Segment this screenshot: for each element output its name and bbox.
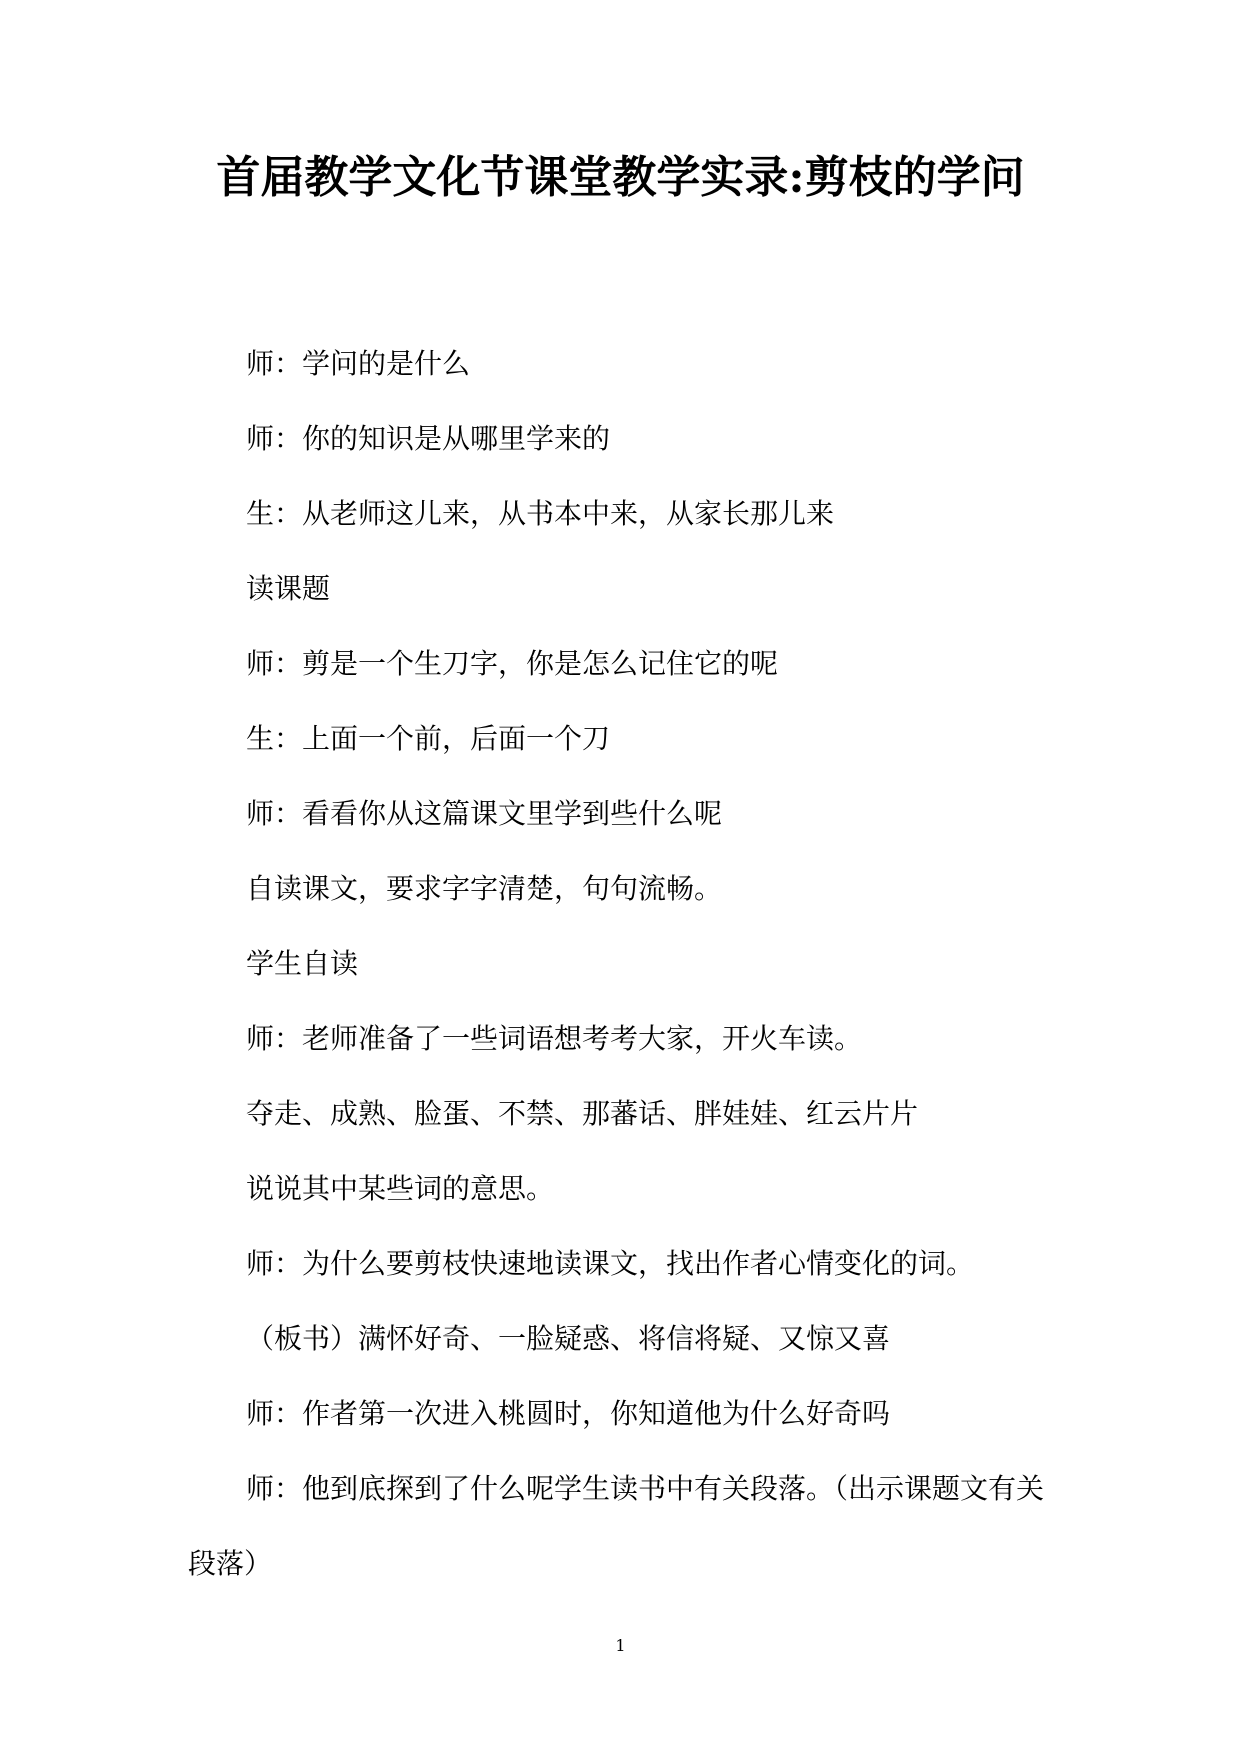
document-body xyxy=(188,326,1068,1601)
paragraph: 师：他到底探到了什么呢学生读书中有关段落。（出示课题文有关段落） xyxy=(188,1472,1045,1580)
paragraph: 师：为什么要剪枝快速地读课文，找出作者心情变化的词。 xyxy=(246,1247,975,1280)
paragraph: 师：剪是一个生刀字，你是怎么记住它的呢 xyxy=(246,647,779,680)
paragraph: （板书）满怀好奇、一脸疑惑、将信将疑、又惊又喜 xyxy=(246,1322,891,1355)
document-title: 首届教学文化节课堂教学实录:剪枝的学问 xyxy=(216,152,1025,203)
paragraph: 读课题 xyxy=(246,572,331,605)
paragraph: 自读课文，要求字字清楚，句句流畅。 xyxy=(246,872,723,905)
paragraph: 师：老师准备了一些词语想考考大家，开火车读。 xyxy=(246,1022,863,1055)
paragraph: 夺走、成熟、脸蛋、不禁、那蕃话、胖娃娃、红云片片 xyxy=(246,1097,919,1130)
paragraph: 说说其中某些词的意思。 xyxy=(246,1172,555,1205)
paragraph: 生：从老师这儿来，从书本中来，从家长那儿来 xyxy=(246,497,835,530)
paragraph: 生：上面一个前，后面一个刀 xyxy=(246,722,611,755)
paragraph: 师：看看你从这篇课文里学到些什么呢 xyxy=(246,797,723,830)
page-number: 1 xyxy=(615,1636,626,1655)
paragraph: 学生自读 xyxy=(246,947,359,980)
paragraph: 师：你的知识是从哪里学来的 xyxy=(246,422,611,455)
paragraph: 师：作者第一次进入桃圆时，你知道他为什么好奇吗 xyxy=(246,1397,891,1430)
paragraph: 师：学问的是什么 xyxy=(246,347,471,380)
